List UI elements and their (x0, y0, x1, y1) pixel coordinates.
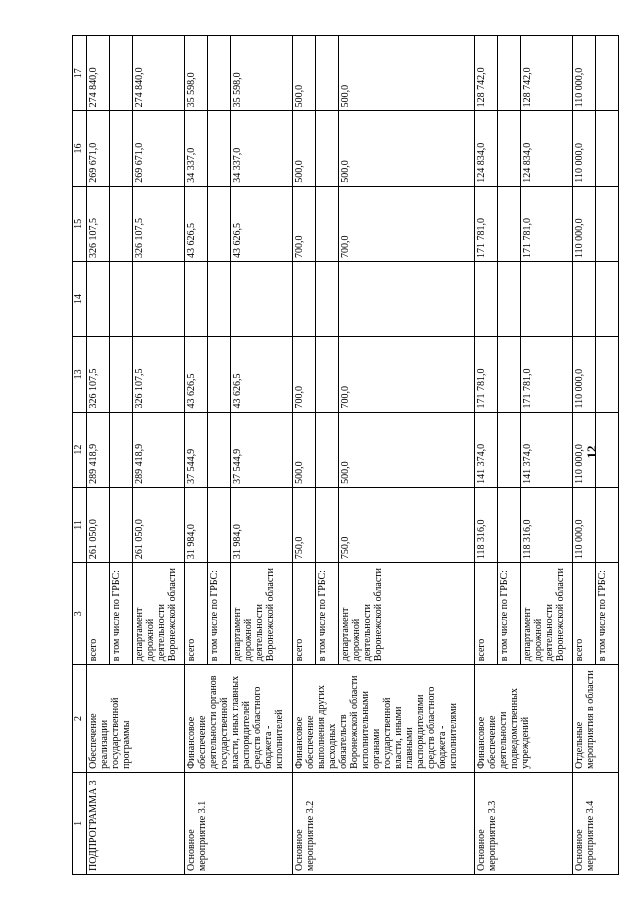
value-cell: 171 781,0 (474, 186, 497, 261)
value-cell (208, 337, 231, 412)
value-cell: 34 337,0 (231, 111, 293, 186)
header-cell: 2 (73, 665, 87, 773)
value-cell: 34 337,0 (185, 111, 208, 186)
value-cell: 274 840,0 (87, 36, 110, 111)
value-cell: 43 626,5 (231, 186, 293, 261)
value-cell (497, 36, 520, 111)
header-cell: 13 (73, 337, 87, 412)
value-cell (208, 412, 231, 487)
value-cell (316, 412, 339, 487)
value-cell: 124 834,0 (520, 111, 572, 186)
value-cell (596, 487, 619, 562)
program-description-cell: Финансовое обеспечение деятельности подведомственных учреждений (474, 665, 572, 773)
value-cell: 110 000,0 (573, 412, 596, 487)
program-description-cell: Финансовое обеспечение выполнения других расходных обязательств Воронежской области исполнительными органами государственной власти, иными главными распорядителями средств областного бюджета - исполнителями (293, 665, 474, 773)
table-row (185, 36, 208, 875)
value-cell (596, 412, 619, 487)
value-cell: 269 671,0 (133, 111, 185, 186)
value-cell (596, 337, 619, 412)
value-cell: 110 000,0 (573, 36, 596, 111)
value-cell (497, 337, 520, 412)
value-cell (596, 186, 619, 261)
program-description-cell: Обеспечение реализации государственной программы (87, 665, 185, 773)
value-cell (520, 261, 572, 336)
value-cell (316, 487, 339, 562)
value-cell: 500,0 (293, 412, 316, 487)
row-label-cell: департамент дорожной деятельности Воронежской области (133, 563, 185, 665)
row-label-cell: всего (573, 563, 596, 665)
value-cell (231, 261, 293, 336)
value-cell (110, 412, 133, 487)
value-cell (110, 186, 133, 261)
value-cell: 500,0 (293, 36, 316, 111)
value-cell: 171 781,0 (474, 337, 497, 412)
program-name-cell: Основное мероприятие 3.2 (293, 772, 474, 874)
table-row (474, 36, 497, 875)
value-cell: 750,0 (339, 487, 474, 562)
value-cell: 289 418,9 (133, 412, 185, 487)
header-cell: 14 (73, 261, 87, 336)
row-label-cell: в том числе по ГРБС: (316, 563, 339, 665)
value-cell: 141 374,0 (474, 412, 497, 487)
row-label-cell: в том числе по ГРБС: (497, 563, 520, 665)
row-label-cell: департамент дорожной деятельности Воронежской области (339, 563, 474, 665)
value-cell: 500,0 (293, 111, 316, 186)
value-cell: 500,0 (339, 36, 474, 111)
value-cell: 128 742,0 (520, 36, 572, 111)
value-cell: 269 671,0 (87, 111, 110, 186)
value-cell: 110 000,0 (573, 487, 596, 562)
value-cell: 35 598,0 (185, 36, 208, 111)
program-description-cell: Отдельные мероприятия в области (573, 665, 619, 773)
row-label-cell: всего (474, 563, 497, 665)
header-cell: 11 (73, 487, 87, 562)
value-cell (110, 111, 133, 186)
value-cell: 31 984,0 (185, 487, 208, 562)
value-cell: 326 107,5 (133, 186, 185, 261)
value-cell (497, 186, 520, 261)
value-cell (339, 261, 474, 336)
value-cell: 141 374,0 (520, 412, 572, 487)
value-cell: 700,0 (339, 337, 474, 412)
value-cell: 700,0 (293, 337, 316, 412)
value-cell (316, 111, 339, 186)
value-cell (316, 186, 339, 261)
value-cell (474, 261, 497, 336)
value-cell (208, 111, 231, 186)
row-label-cell: департамент дорожной деятельности Воронежской области (520, 563, 572, 665)
table-row (293, 36, 316, 875)
value-cell: 261 050,0 (133, 487, 185, 562)
header-cell: 1 (73, 772, 87, 874)
row-label-cell: в том числе по ГРБС: (208, 563, 231, 665)
program-name-cell: Основное мероприятие 3.3 (474, 772, 572, 874)
row-label-cell: в том числе по ГРБС: (596, 563, 619, 665)
row-label-cell: всего (293, 563, 316, 665)
value-cell (316, 36, 339, 111)
value-cell: 124 834,0 (474, 111, 497, 186)
header-cell: 17 (73, 36, 87, 111)
header-cell: 16 (73, 111, 87, 186)
value-cell: 326 107,5 (87, 337, 110, 412)
value-cell (316, 261, 339, 336)
value-cell: 37 544,9 (231, 412, 293, 487)
value-cell (596, 111, 619, 186)
value-cell: 43 626,5 (231, 337, 293, 412)
table-row (87, 36, 110, 875)
value-cell (573, 261, 596, 336)
header-row (73, 36, 87, 875)
table-body (73, 36, 619, 875)
row-label-cell: всего (185, 563, 208, 665)
value-cell: 43 626,5 (185, 337, 208, 412)
value-cell (185, 261, 208, 336)
value-cell: 326 107,5 (133, 337, 185, 412)
value-cell (208, 186, 231, 261)
value-cell (316, 337, 339, 412)
row-label-cell: в том числе по ГРБС: (110, 563, 133, 665)
value-cell (497, 261, 520, 336)
value-cell (110, 337, 133, 412)
value-cell (497, 111, 520, 186)
program-name-cell: Основное мероприятие 3.4 (573, 772, 619, 874)
program-name-cell: ПОДПРОГРАММА 3 (87, 772, 185, 874)
value-cell (110, 36, 133, 111)
table-row (573, 36, 596, 875)
value-cell: 171 781,0 (520, 186, 572, 261)
value-cell: 171 781,0 (520, 337, 572, 412)
value-cell: 326 107,5 (87, 186, 110, 261)
value-cell: 110 000,0 (573, 111, 596, 186)
value-cell (497, 487, 520, 562)
value-cell: 500,0 (339, 111, 474, 186)
value-cell: 289 418,9 (87, 412, 110, 487)
program-name-cell: Основное мероприятие 3.1 (185, 772, 293, 874)
budget-table (72, 35, 619, 875)
value-cell: 700,0 (339, 186, 474, 261)
value-cell (87, 261, 110, 336)
row-label-cell: всего (87, 563, 110, 665)
value-cell (497, 412, 520, 487)
row-label-cell: департамент дорожной деятельности Воронежской области (231, 563, 293, 665)
header-cell: 15 (73, 186, 87, 261)
program-description-cell: Финансовое обеспечение деятельности органов государственной власти, иных главных распорядителей средств областного бюджета - исполнителей (185, 665, 293, 773)
value-cell (596, 36, 619, 111)
value-cell: 37 544,9 (185, 412, 208, 487)
value-cell: 110 000,0 (573, 337, 596, 412)
value-cell (208, 487, 231, 562)
value-cell (110, 487, 133, 562)
table-region (72, 35, 619, 875)
value-cell: 43 626,5 (185, 186, 208, 261)
value-cell: 118 316,0 (474, 487, 497, 562)
header-cell: 12 (73, 412, 87, 487)
value-cell: 500,0 (339, 412, 474, 487)
value-cell (110, 261, 133, 336)
header-cell: 3 (73, 563, 87, 665)
rotated-table-container (72, 35, 619, 875)
value-cell: 261 050,0 (87, 487, 110, 562)
value-cell: 750,0 (293, 487, 316, 562)
value-cell: 118 316,0 (520, 487, 572, 562)
value-cell: 110 000,0 (573, 186, 596, 261)
value-cell (133, 261, 185, 336)
value-cell: 35 598,0 (231, 36, 293, 111)
value-cell: 700,0 (293, 186, 316, 261)
value-cell (293, 261, 316, 336)
value-cell: 31 984,0 (231, 487, 293, 562)
value-cell (208, 36, 231, 111)
value-cell (596, 261, 619, 336)
value-cell: 128 742,0 (474, 36, 497, 111)
value-cell: 274 840,0 (133, 36, 185, 111)
page-number: 12 (584, 445, 599, 459)
value-cell (208, 261, 231, 336)
